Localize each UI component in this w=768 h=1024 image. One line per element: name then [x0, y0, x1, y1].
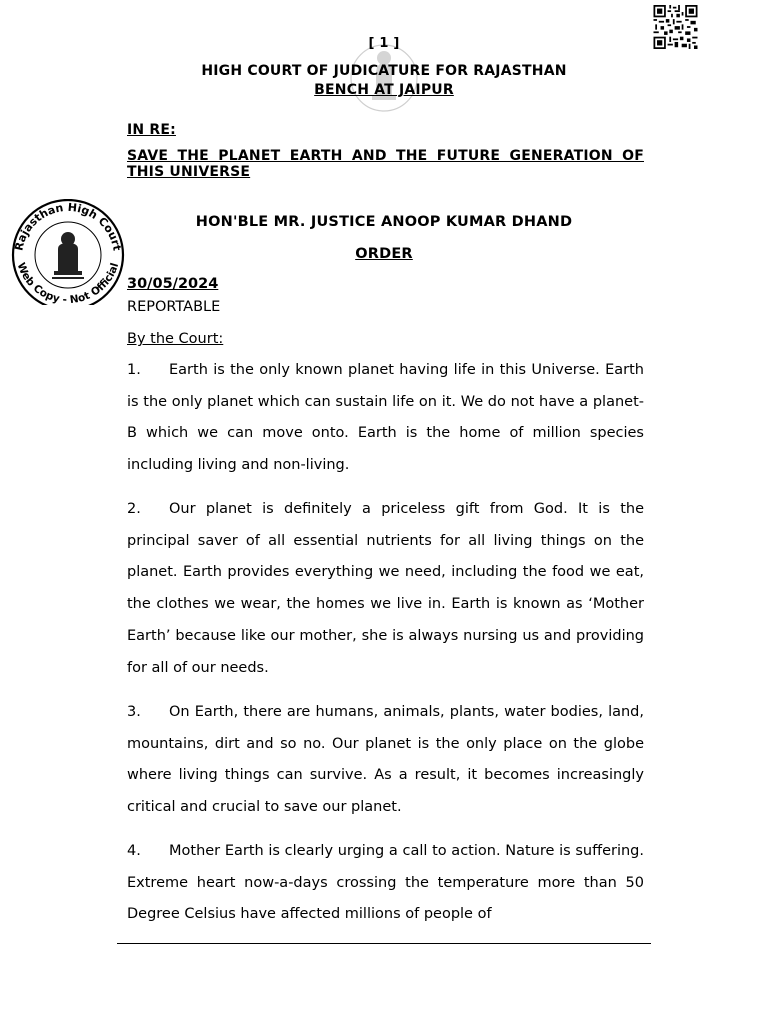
paragraph-number: 2.	[127, 501, 141, 517]
paragraph-text: Earth is the only known planet having life in this Universe. Earth is the only planet which can sustain life on it. We do not have a planet-B which we can move onto. Earth is the home of million species including living and non-living.	[127, 362, 644, 474]
reportable-label: REPORTABLE	[127, 299, 221, 315]
paragraph-text: Our planet is definitely a priceless gift from God. It is the principal saver of all essential nutrients for all living things on the planet. Earth provides everything we need, including the food we eat, the clothes we wear, the homes we live in. Earth is known as ‘Mother Earth’ because like our mother, she is always nursing us and providing for all of our needs.	[127, 501, 644, 676]
page-number: [ 1 ]	[368, 36, 400, 51]
paragraph-1	[127, 355, 644, 482]
stamp-bottom-text: Web Copy - Not Official	[14, 261, 122, 305]
by-court-label: By the Court:	[127, 331, 224, 347]
order-date: 30/05/2024	[127, 276, 219, 292]
bench-name: BENCH AT JAIPUR	[314, 82, 454, 98]
court-name: HIGH COURT OF JUDICATURE FOR RAJASTHAN	[201, 63, 567, 79]
paragraph-number: 1.	[127, 362, 141, 378]
paragraph-number: 3.	[127, 704, 141, 720]
footer-divider	[117, 943, 651, 944]
paragraph-number: 4.	[127, 843, 141, 859]
paragraph-3	[127, 697, 644, 824]
paragraph-text: On Earth, there are humans, animals, plants, water bodies, land, mountains, dirt and so no. Our planet is the only place on the globe where living things can survive. As a result, it becomes increasingly critical and crucial to save our planet.	[127, 704, 644, 816]
stamp-top-text: Rajasthan High Court	[12, 200, 124, 252]
judge-name: HON'BLE MR. JUSTICE ANOOP KUMAR DHAND	[195, 214, 573, 230]
order-label: ORDER	[355, 246, 413, 262]
paragraph-4	[127, 836, 644, 931]
in-re-label: IN RE:	[127, 122, 176, 138]
paragraph-2	[127, 494, 644, 684]
paragraph-text: Mother Earth is clearly urging a call to action. Nature is suffering. Extreme heart now-a-days crossing the temperature more than 50 Degree Celsius have affected millions of people of	[127, 843, 644, 923]
case-title: SAVE THE PLANET EARTH AND THE FUTURE GENERATION OF THIS UNIVERSE	[127, 148, 644, 180]
